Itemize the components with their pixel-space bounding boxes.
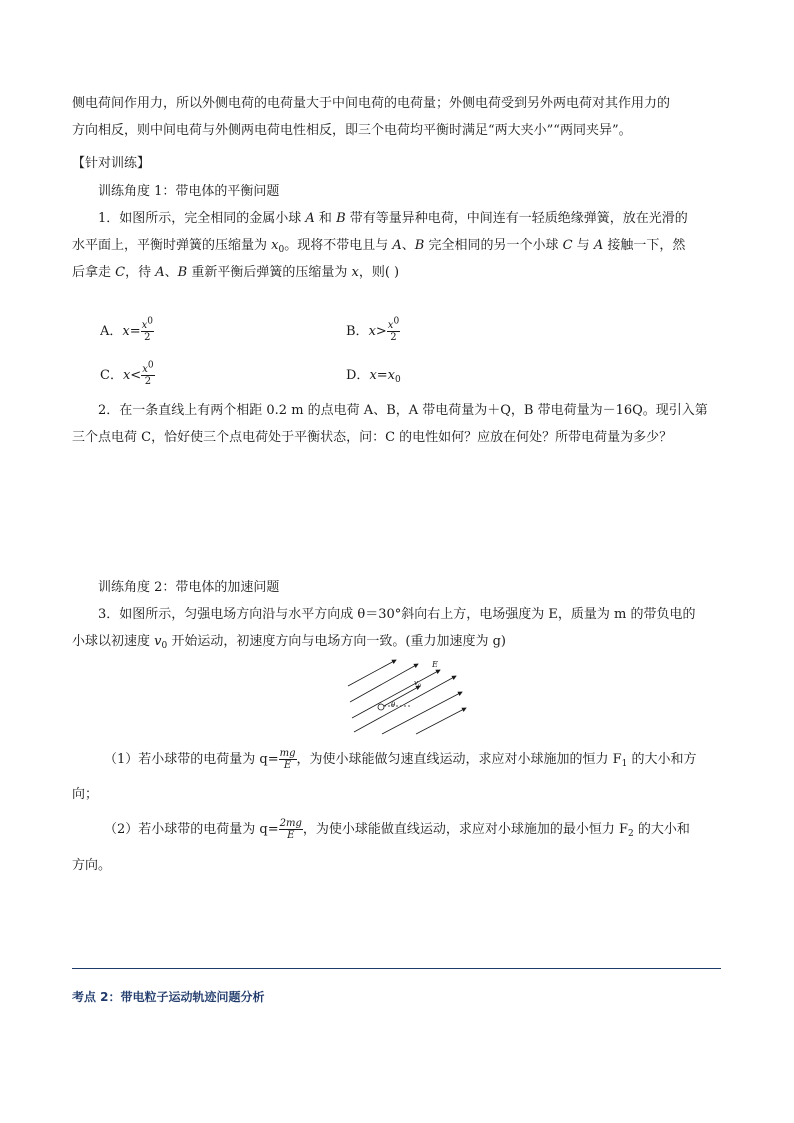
angle1-title: 训练角度 1：带电体的平衡问题	[98, 184, 280, 199]
velocity-arrow	[384, 686, 420, 706]
intro-line-1: 侧电荷间作用力，所以外侧电荷的电荷量大于中间电荷的电荷量；外侧电荷受到另外两电荷对其作用力的	[72, 96, 671, 111]
option-d: D．$x=x_0$	[346, 368, 401, 385]
q1-line-2: 水平面上，平衡时弹簧的压缩量为 $x_0$。现将不带电且与 A、B 完全相同的另一个小球 C 与 A 接触一下，然	[72, 238, 686, 255]
option-b: B．x> $\frac{x^0}{2}$	[346, 316, 400, 343]
q3-part-1-line-1: （1）若小球带的电荷量为 q= $\frac{mg}{E}$ ，为使小球能做匀速直线运动，求应对小球施加的恒力 $F_1$ 的大小和方	[104, 748, 697, 771]
option-c: C．x< $\frac{x^0}{2}$	[100, 360, 154, 387]
angle-label: θ	[391, 701, 396, 709]
field-line	[348, 660, 396, 686]
q2-line-2: 三个点电荷 C，恰好使三个点电荷处于平衡状态，问：C 的电性如何？应放在何处？所带电荷量为多少？	[72, 430, 673, 445]
section-title: 【针对训练】	[72, 156, 151, 171]
field-line	[350, 664, 418, 702]
q3-part-2-line-2: 方向。	[72, 858, 112, 873]
q1-line-1: 1．如图所示，完全相同的金属小球 A 和 B 带有等量异种电荷，中间连有一轻质绝缘弹簧，放在光滑的	[98, 211, 688, 226]
intro-line-2: 方向相反，则中间电荷与外侧两电荷电性相反，即三个电荷均平衡时满足“两大夹小”“两同夹异”。	[72, 123, 632, 138]
q3-part-2-line-1: （2）若小球带的电荷量为 q= $\frac{2mg}{E}$ ，为使小球能做直线运动，求应对小球施加的最小恒力 $F_2$ 的大小和	[104, 818, 690, 841]
charged-ball	[378, 704, 384, 710]
angle2-title: 训练角度 2：带电体的加速问题	[98, 580, 280, 595]
section-divider	[72, 968, 721, 969]
field-line	[354, 676, 456, 732]
velocity-label: $v_0$	[414, 679, 422, 689]
field-label-e: E	[432, 660, 438, 669]
q2-line-1: 2．在一条直线上有两个相距 0.2 m 的点电荷 A、B，A 带电荷量为＋Q，B 带电荷量为－16Q。现引入第	[98, 403, 708, 418]
option-a: A．x= $\frac{x^0}{2}$	[100, 316, 153, 343]
electric-field-figure	[344, 656, 474, 736]
field-line	[382, 692, 462, 734]
q3-line-1: 3．如图所示，匀强电场方向沿与水平方向成 θ＝30°斜向右上方，电场强度为 E，质量为 m 的带负电的	[98, 607, 696, 622]
q3-part-1-line-2: 向；	[72, 787, 99, 802]
q3-line-2: 小球以初速度 $v_0$ 开始运动，初速度方向与电场方向一致。(重力加速度为 g)	[72, 634, 506, 651]
q1-line-3: 后拿走 C，待 A、B 重新平衡后弹簧的压缩量为 x，则( )	[72, 265, 400, 280]
footer-title: 考点 2：带电粒子运动轨迹问题分析	[72, 990, 265, 1004]
